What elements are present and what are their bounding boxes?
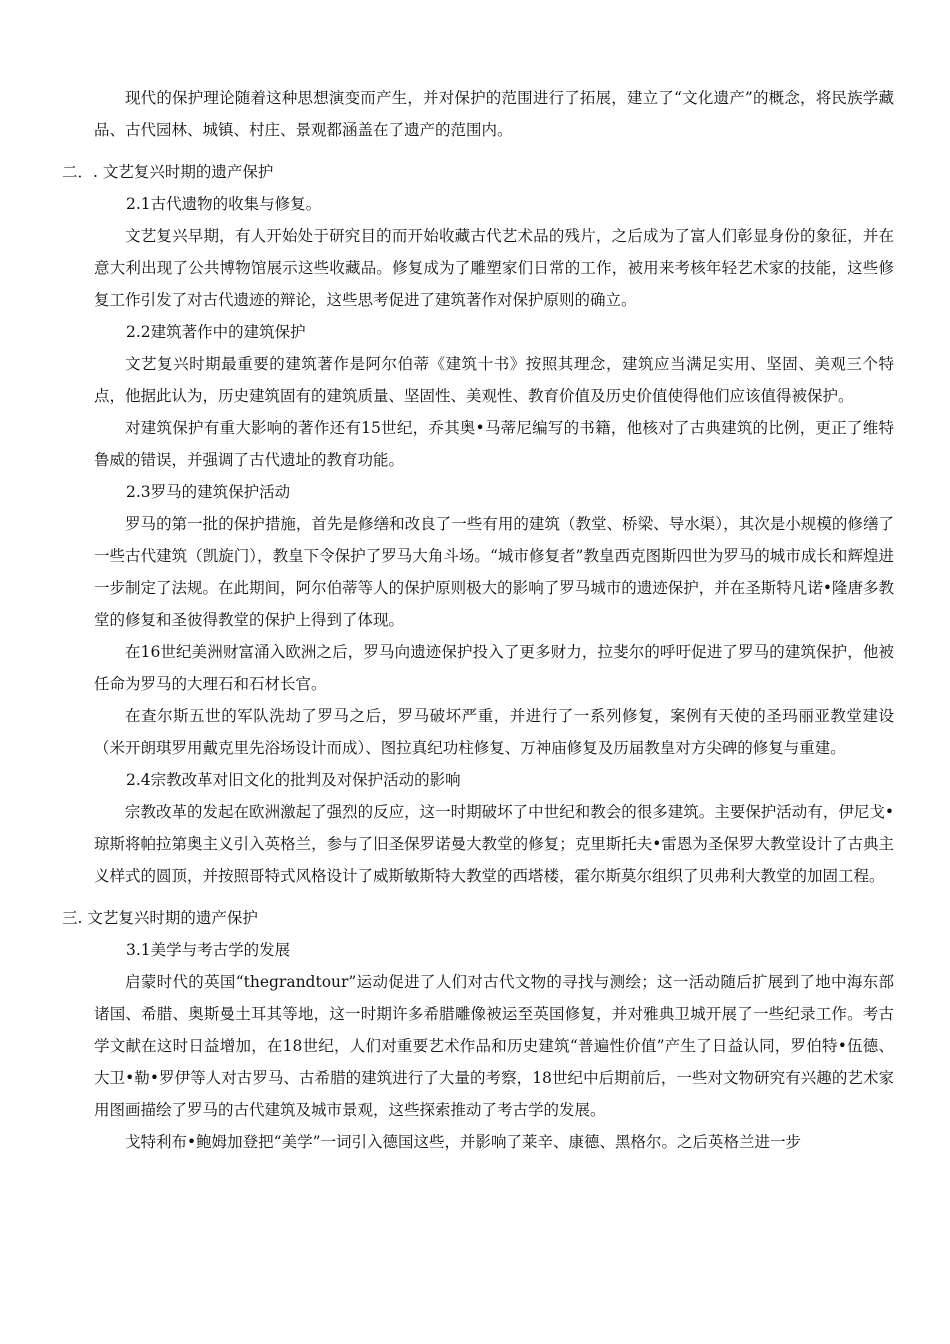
section-heading-2: 二．. 文艺复兴时期的遗产保护 — [62, 163, 274, 181]
paragraph-intro: 现代的保护理论随着这种思想演变而产生，并对保护的范围进行了拓展，建立了“文化遗产”的概念，将民族学藏品、古代园林、城镇、村庄、景观都涵盖在了遗产的范围内。 — [94, 89, 894, 139]
subheading-2-2: 2.2建筑著作中的建筑保护 — [126, 323, 306, 341]
paragraph-2-3-b: 在16世纪美洲财富涌入欧洲之后，罗马向遗迹保护投入了更多财力，拉斐尔的呼吁促进了罗马的建筑保护，他被任命为罗马的大理石和石材长官。 — [94, 643, 894, 693]
subheading-3-1: 3.1美学与考古学的发展 — [126, 941, 291, 959]
subheading-2-1: 2.1古代遗物的收集与修复。 — [126, 195, 322, 213]
paragraph-2-3-c: 在查尔斯五世的军队洗劫了罗马之后，罗马破坏严重，并进行了一系列修复，案例有天使的圣玛丽亚教堂建设（米开朗琪罗用戴克里先浴场设计而成）、图拉真纪功柱修复、万神庙修复及历届教皇对方尖碑的修复与重建。 — [94, 707, 894, 757]
paragraph-2-2-b: 对建筑保护有重大影响的著作还有15世纪，乔其奥•马蒂尼编写的书籍，他核对了古典建筑的比例，更正了维特鲁威的错误，并强调了古代遗址的教育功能。 — [94, 419, 894, 469]
paragraph-2-2-a: 文艺复兴时期最重要的建筑著作是阿尔伯蒂《建筑十书》按照其理念，建筑应当满足实用、坚固、美观三个特点，他据此认为，历史建筑固有的建筑质量、坚固性、美观性、教育价值及历史价值使得他们应该值得被保护。 — [94, 355, 894, 405]
subheading-2-4: 2.4宗教改革对旧文化的批判及对保护活动的影响 — [126, 771, 461, 789]
paragraph-3-1-b: 戈特利布•鲍姆加登把“美学”一词引入德国这些，并影响了莱辛、康德、黑格尔。之后英格兰进一步 — [125, 1133, 801, 1151]
paragraph-2-3-a: 罗马的第一批的保护措施，首先是修缮和改良了一些有用的建筑（教堂、桥梁、导水渠），其次是小规模的修缮了一些古代建筑（凯旋门），教皇下令保护了罗马大角斗场。“城市修复者”教皇西克图斯四世为罗马的城市成长和辉煌进一步制定了法规。在此期间，阿尔伯蒂等人的保护原则极大的影响了罗马城市的遗迹保护，并在圣斯特凡诺•隆唐多教堂的修复和圣彼得教堂的保护上得到了体现。 — [94, 515, 894, 629]
section-heading-3: 三. 文艺复兴时期的遗产保护 — [62, 909, 258, 927]
paragraph-3-1-a: 启蒙时代的英国“thegrandtour”运动促进了人们对古代文物的寻找与测绘；这一活动随后扩展到了地中海东部诸国、希腊、奥斯曼土耳其等地，这一时期许多希腊雕像被运至英国修复，并对雅典卫城开展了一些纪录工作。考古学文献在这时日益增加，在18世纪，人们对重要艺术作品和历史建筑“普遍性价值”产生了日益认同，罗伯特•伍德、大卫•勒•罗伊等人对古罗马、古希腊的建筑进行了大量的考察，18世纪中后期前后，一些对文物研究有兴趣的艺术家用图画描绘了罗马的古代建筑及城市景观，这些探索推动了考古学的发展。 — [94, 973, 894, 1119]
paragraph-2-4: 宗教改革的发起在欧洲激起了强烈的反应，这一时期破坏了中世纪和教会的很多建筑。主要保护活动有，伊尼戈•琼斯将帕拉第奥主义引入英格兰，参与了旧圣保罗诺曼大教堂的修复；克里斯托夫•雷恩为圣保罗大教堂设计了古典主义样式的圆顶，并按照哥特式风格设计了威斯敏斯特大教堂的西塔楼，霍尔斯莫尔组织了贝弗利大教堂的加固工程。 — [94, 803, 894, 885]
paragraph-2-1: 文艺复兴早期，有人开始处于研究目的而开始收藏古代艺术品的残片，之后成为了富人们彰显身份的象征，并在意大利出现了公共博物馆展示这些收藏品。修复成为了雕塑家们日常的工作，被用来考核年轻艺术家的技能，这些修复工作引发了对古代遗迹的辩论，这些思考促进了建筑著作对保护原则的确立。 — [94, 227, 894, 309]
subheading-2-3: 2.3罗马的建筑保护活动 — [126, 483, 291, 501]
